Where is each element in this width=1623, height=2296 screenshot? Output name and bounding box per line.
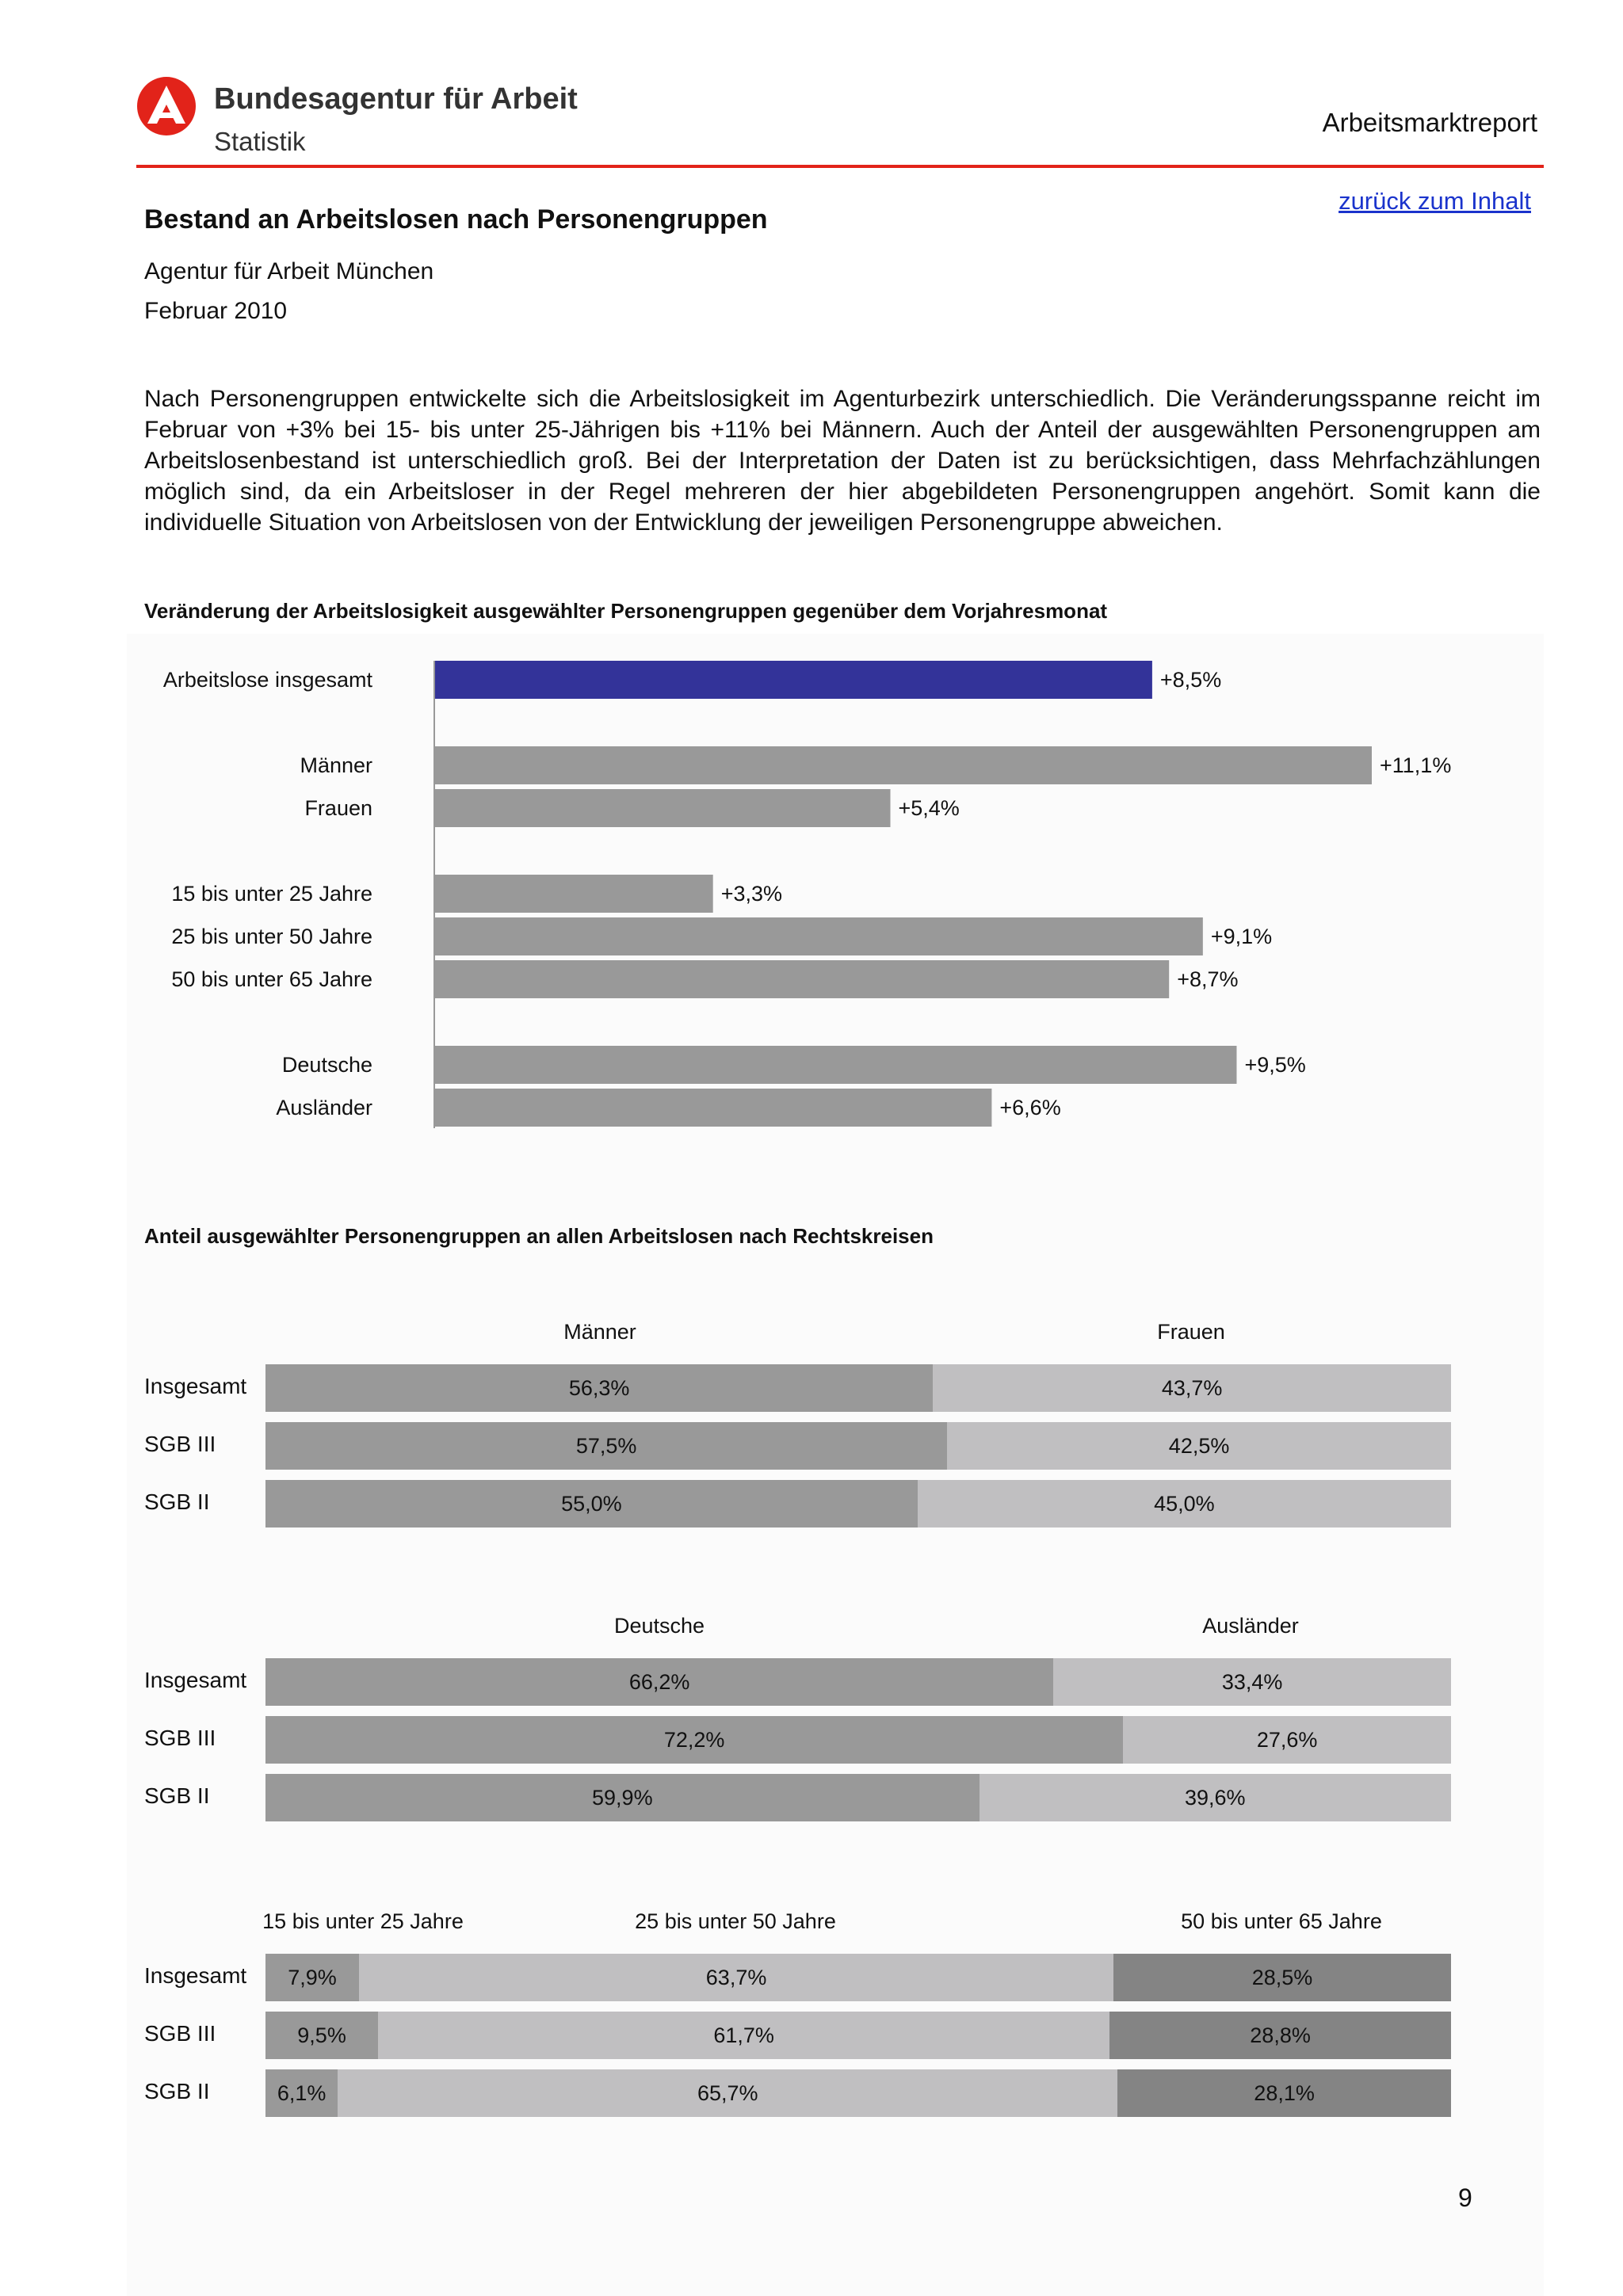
bar-segment: 28,8% — [1109, 2012, 1451, 2059]
series-header: 15 bis unter 25 Jahre — [262, 1909, 464, 1933]
bar-segment: 66,2% — [265, 1658, 1053, 1706]
row-label: Insgesamt — [144, 1374, 247, 1398]
series-header: Ausländer — [1202, 1614, 1299, 1638]
ba-logo-icon — [136, 76, 197, 136]
row-label: Insgesamt — [144, 1963, 247, 1988]
bar-value-label: +8,7% — [1177, 967, 1239, 991]
row-label: SGB III — [144, 1432, 216, 1456]
series-header: 25 bis unter 50 Jahre — [635, 1909, 836, 1933]
page-number: 9 — [1458, 2183, 1472, 2212]
bar-segment: 7,9% — [265, 1954, 359, 2001]
bar-category-label: 50 bis unter 65 Jahre — [171, 967, 372, 991]
row-label: SGB II — [144, 2079, 210, 2103]
bar-segment: 59,9% — [265, 1774, 980, 1821]
organization-name: Bundesagentur für Arbeit — [214, 82, 578, 116]
intro-paragraph: Nach Personengruppen entwickelte sich die Arbeitslosigkeit im Agenturbezirk unterschiedlich. Die Veränderungsspanne reicht im Februar von +3% bei 15- bis unter 25-Jährigen bis +11% bei Männern. Auch der Anteil der ausgewählten Personengruppen am Arbeitslosenbestand ist unterschiedlich groß. Bei der Interpretation der Daten ist zu berücksichtigen, dass Mehrfachzählungen möglich sind, da ein Arbeitsloser in der Regel mehreren der hier abgebildeten Personengruppen angehört. Somit kann die individuelle Situation von Arbeitslosen von der Entwicklung der jeweiligen Personengruppe abweichen. — [144, 386, 1541, 536]
bar-segment: 65,7% — [338, 2069, 1117, 2117]
row-label: SGB II — [144, 1489, 210, 1514]
bar-segment: 45,0% — [918, 1480, 1451, 1527]
bar-segment: 63,7% — [359, 1954, 1113, 2001]
bar-value-label: +9,5% — [1244, 1053, 1306, 1077]
bar-segment: 56,3% — [265, 1364, 933, 1412]
report-period: Februar 2010 — [144, 298, 288, 324]
series-header: 50 bis unter 65 Jahre — [1181, 1909, 1382, 1933]
row-label: SGB II — [144, 1783, 210, 1808]
report-title: Arbeitsmarktreport — [1322, 108, 1537, 137]
bar-value-label: +9,1% — [1210, 925, 1273, 948]
bar-segment: 27,6% — [1123, 1716, 1451, 1764]
bar-category-label: Ausländer — [276, 1096, 372, 1119]
organization-subtitle: Statistik — [214, 127, 306, 156]
bar-segment: 43,7% — [933, 1364, 1451, 1412]
bar-segment: 55,0% — [265, 1480, 918, 1527]
bar-category-label: Frauen — [304, 796, 372, 820]
chart2-title: Anteil ausgewählter Personengruppen an allen Arbeitslosen nach Rechtskreisen — [144, 1224, 934, 1248]
stacked-bar — [265, 1716, 1451, 1764]
stacked-bar — [265, 1774, 1451, 1821]
stacked-bar — [265, 2069, 1451, 2117]
bar-value-label: +3,3% — [720, 882, 783, 906]
series-header: Männer — [563, 1320, 636, 1344]
row-label: Insgesamt — [144, 1668, 247, 1692]
stacked-bar — [265, 1480, 1451, 1527]
bar-category-label: Deutsche — [281, 1053, 372, 1077]
series-header: Frauen — [1157, 1320, 1225, 1344]
bar-value-label: +11,1% — [1380, 753, 1452, 777]
stacked-bar — [265, 2012, 1451, 2059]
page-title: Bestand an Arbeitslosen nach Personengruppen — [144, 204, 768, 235]
bar-value-label: +6,6% — [999, 1096, 1061, 1119]
bar-value-label: +5,4% — [898, 796, 960, 820]
bar-value-label: +8,5% — [1159, 668, 1222, 692]
row-label: SGB III — [144, 1726, 216, 1750]
bar-segment: 33,4% — [1053, 1658, 1451, 1706]
bar-segment: 61,7% — [378, 2012, 1109, 2059]
bar-category-label: Arbeitslose insgesamt — [162, 668, 372, 692]
stacked-bar — [265, 1364, 1451, 1412]
bar-segment: 28,5% — [1113, 1954, 1451, 2001]
bar-segment: 6,1% — [265, 2069, 338, 2117]
bar-segment: 57,5% — [265, 1422, 947, 1470]
back-to-contents-link[interactable]: zurück zum Inhalt — [1338, 187, 1531, 215]
chart1-title: Veränderung der Arbeitslosigkeit ausgewählter Personengruppen gegenüber dem Vorjahresmonat — [144, 599, 1108, 623]
bar-segment: 28,1% — [1117, 2069, 1451, 2117]
bar-segment: 42,5% — [947, 1422, 1451, 1470]
stacked-bar — [265, 1422, 1451, 1470]
bar-category-label: 15 bis unter 25 Jahre — [171, 882, 372, 906]
series-header: Deutsche — [613, 1614, 705, 1638]
row-label: SGB III — [144, 2021, 216, 2046]
bar-category-label: Männer — [300, 753, 372, 777]
bar-segment: 9,5% — [265, 2012, 378, 2059]
stacked-bar — [265, 1658, 1451, 1706]
bar-category-label: 25 bis unter 50 Jahre — [171, 925, 372, 948]
agency-name: Agentur für Arbeit München — [144, 258, 434, 284]
bar-segment: 72,2% — [265, 1716, 1123, 1764]
bar-segment: 39,6% — [980, 1774, 1451, 1821]
header-divider — [136, 165, 1544, 168]
stacked-bar — [265, 1954, 1451, 2001]
